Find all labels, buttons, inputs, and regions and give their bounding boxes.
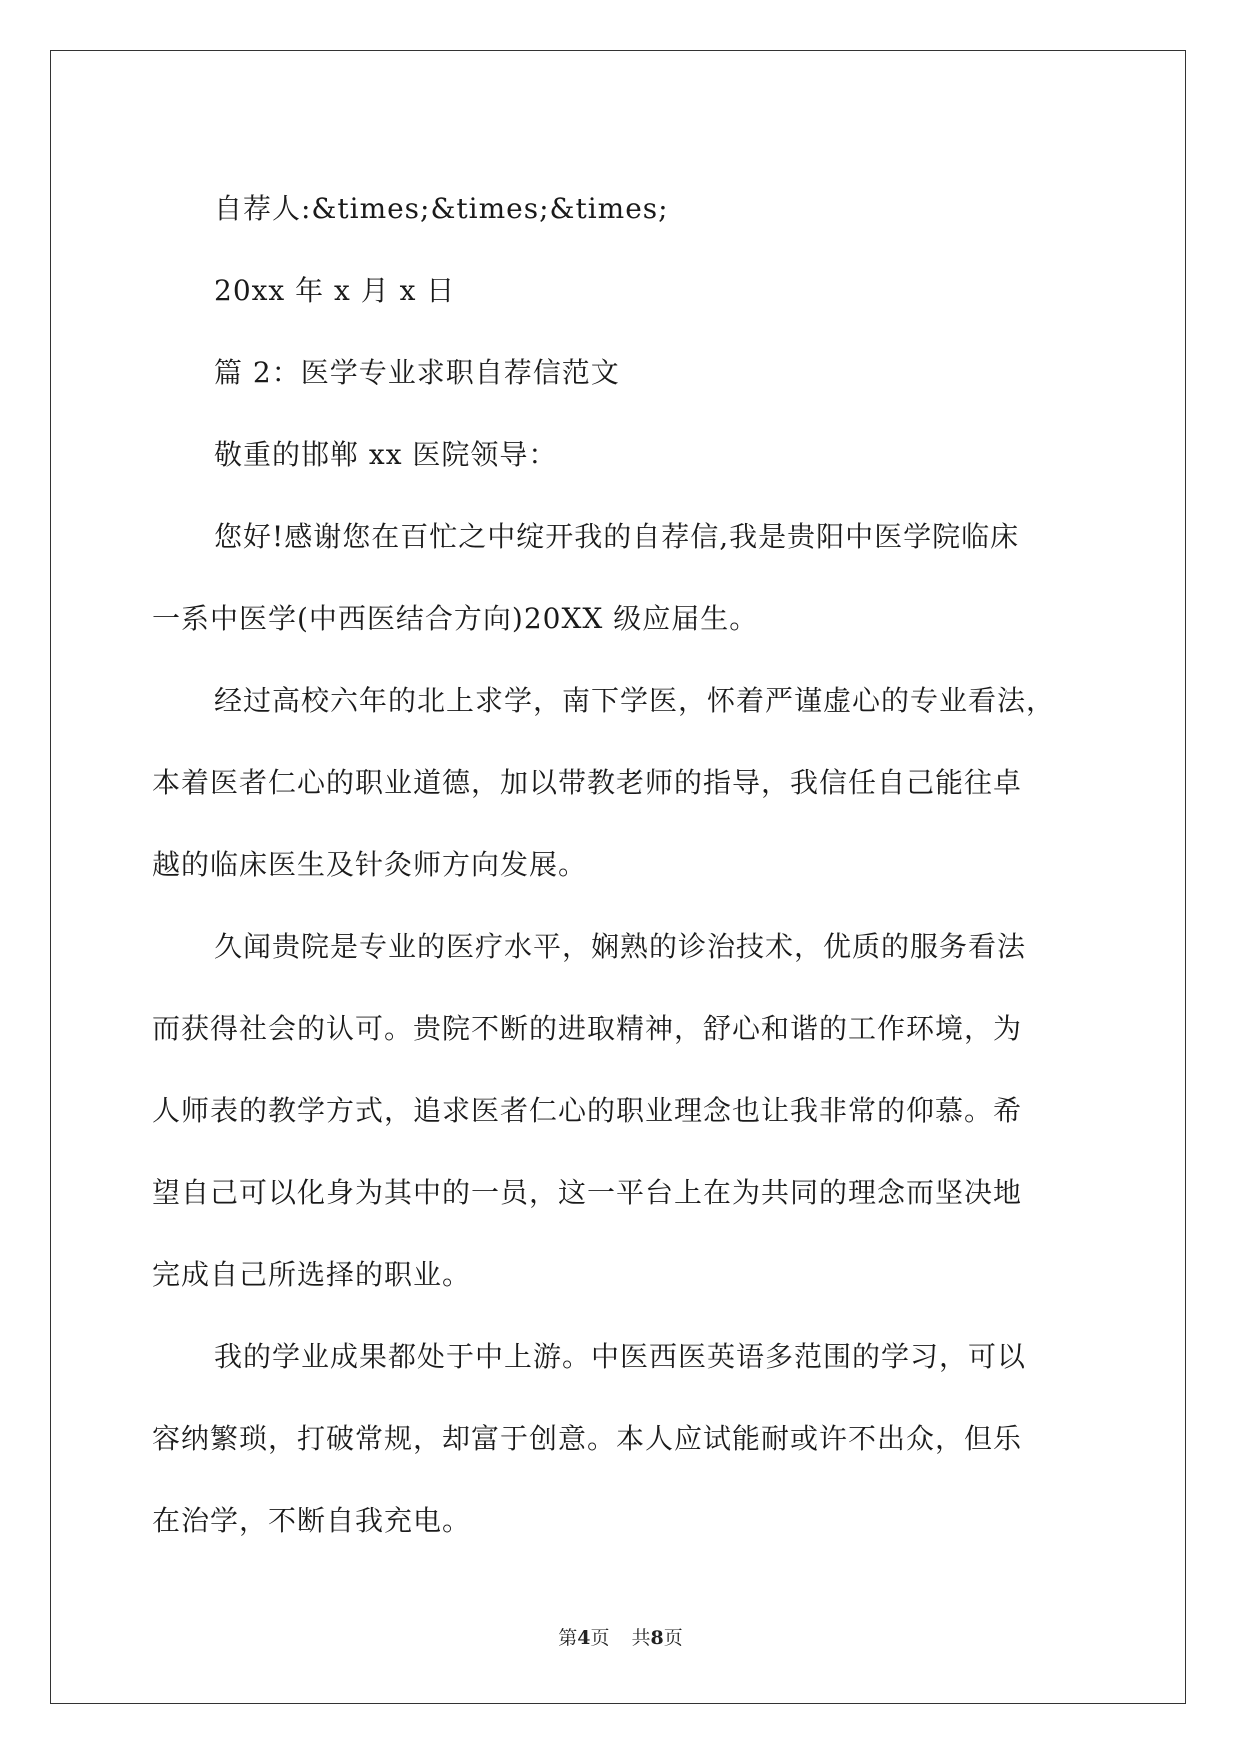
page-suffix: 页 [590, 1627, 610, 1649]
paragraph-line: 人师表的教学方式，追求医者仁心的职业理念也让我非常的仰慕。希 [152, 1094, 1023, 1127]
total-prefix: 共 [631, 1627, 651, 1649]
total-pages: 8 [650, 1627, 664, 1649]
paragraph-line: 而获得社会的认可。贵院不断的进取精神，舒心和谐的工作环境，为 [152, 1012, 1023, 1045]
paragraph-line: 久闻贵院是专业的医疗水平，娴熟的诊治技术，优质的服务看法 [214, 930, 1027, 963]
total-suffix: 页 [663, 1627, 683, 1649]
page-footer [0, 1623, 1241, 1650]
paragraph-line: 本着医者仁心的职业道德，加以带教老师的指导，我信任自己能往卓 [152, 766, 1023, 799]
paragraph-line: 完成自己所选择的职业。 [152, 1258, 472, 1291]
section-heading: 篇 2：医学专业求职自荐信范文 [214, 356, 620, 389]
paragraph-line: 一系中医学(中西医结合方向)20XX 级应届生。 [152, 602, 759, 635]
paragraph-line: 您好!感谢您在百忙之中绽开我的自荐信,我是贵阳中医学院临床 [214, 520, 1020, 553]
page-number: 4 [577, 1627, 591, 1649]
paragraph-line: 经过高校六年的北上求学，南下学医，怀着严谨虚心的专业看法， [214, 684, 1056, 717]
signature-line: 自荐人:&times;&times;&times; [214, 192, 669, 225]
document-body [152, 168, 1092, 1562]
paragraph-line: 我的学业成果都处于中上游。中医西医英语多范围的学习，可以 [214, 1340, 1027, 1373]
paragraph-line: 越的临床医生及针灸师方向发展。 [152, 848, 588, 881]
paragraph-line: 在治学，不断自我充电。 [152, 1504, 472, 1537]
paragraph-line: 望自己可以化身为其中的一员，这一平台上在为共同的理念而坚决地 [152, 1176, 1023, 1209]
page-prefix: 第 [558, 1627, 578, 1649]
salutation: 敬重的邯郸 xx 医院领导： [214, 438, 558, 471]
date-line: 20xx 年 x 月 x 日 [214, 274, 456, 307]
paragraph-line: 容纳繁琐，打破常规，却富于创意。本人应试能耐或许不出众，但乐 [152, 1422, 1023, 1455]
